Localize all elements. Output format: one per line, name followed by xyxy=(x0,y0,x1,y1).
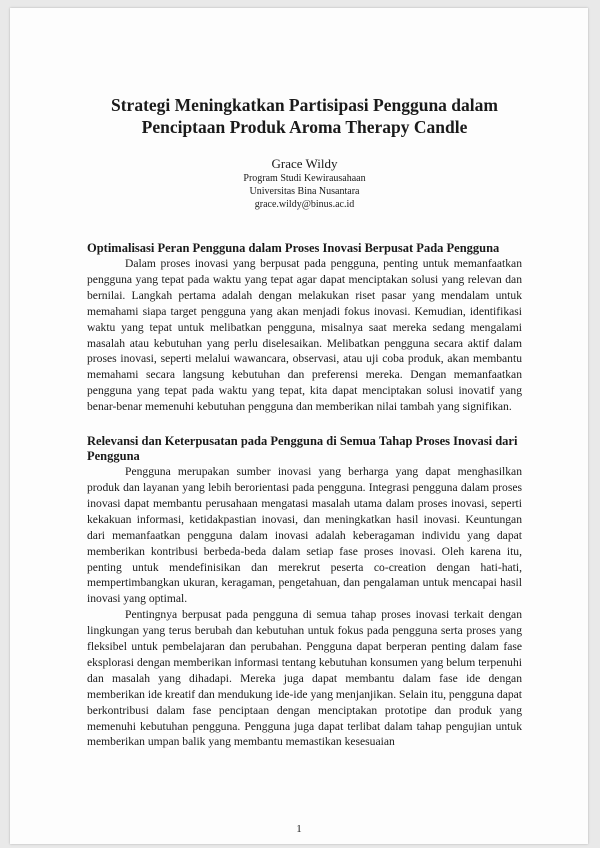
document-page xyxy=(10,8,588,844)
title-line-2: Penciptaan Produk Aroma Therapy Candle xyxy=(141,117,468,137)
section-heading-relevansi: Relevansi dan Keterpusatan pada Pengguna di Semua Tahap Proses Inovasi dari Pengguna xyxy=(87,434,518,464)
section-1-paragraph-1: Dalam proses inovasi yang berpusat pada pengguna, penting untuk memanfaatkan pengguna yang tepat pada waktu yang tepat agar dapat menciptakan solusi yang relevan dan bernilai. Langkah pertama adalah dengan melakukan riset pasar yang mendalam untuk memahami siapa target pengguna yang akan menjadi fokus inovasi. Kemudian, identifikasi waktu yang tepat untuk melibatkan pengguna, misalnya saat mereka sedang mengalami masalah atau kebutuhan yang perlu diselesaikan. Melibatkan pengguna secara aktif dalam proses inovasi, seperti melalui wawancara, observasi, atau uji coba produk, akan membantu memahami secara langsung kebutuhan dan preferensi mereka. Dengan memanfaatkan pengguna yang tepat pada waktu yang tepat, kita dapat menciptakan solusi inovatif yang benar-benar memenuhi kebutuhan pengguna dan memberikan nilai tambah yang signifikan. xyxy=(87,257,522,414)
page-number: 1 xyxy=(296,823,302,835)
author-university: Universitas Bina Nusantara xyxy=(249,186,360,197)
paper-title xyxy=(87,94,522,138)
section-2-paragraph-2: Pentingnya berpusat pada pengguna di semua tahap proses inovasi terkait dengan lingkungan yang terus berubah dan kebutuhan untuk fokus pada pengguna serta proses yang fleksibel untuk pembelajaran dan perubahan. Pengguna dapat berperan penting dalam fase eksplorasi dengan memberikan informasi tentang kebutuhan konsumen yang belum terpenuhi dan masalah yang dihadapi. Mereka juga dapat membantu dalam fase ide dengan memberikan ide kreatif dan mendukung ide-ide yang menjanjikan. Selain itu, pengguna dapat berkontribusi dalam fase penciptaan dengan menciptakan prototipe dan produk yang memenuhi kebutuhan pengguna. Pengguna juga dapat terlibat dalam tahap pengujian untuk memberikan umpan balik yang membantu memastikan kesesuaian xyxy=(87,608,522,749)
page-content xyxy=(87,94,522,750)
title-line-1: Strategi Meningkatkan Partisipasi Pengguna dalam xyxy=(111,95,498,115)
section-heading-optimalisasi: Optimalisasi Peran Pengguna dalam Proses Inovasi Berpusat Pada Pengguna xyxy=(87,241,500,255)
section-2-paragraph-1: Pengguna merupakan sumber inovasi yang berharga yang dapat menghasilkan produk dan layanan yang lebih berorientasi pada pengguna. Integrasi pengguna dalam proses inovasi dapat membantu perusahaan mengatasi masalah utama dalam proses inovasi, seperti kekakuan informasi, ketidakpastian inovasi, dan meningkatkan hasil inovasi. Keuntungan dari memanfaatkan pengguna dalam inovasi adalah keberagaman individu yang dapat memberikan kontribusi berbeda-beda dalam setiap fase proses inovasi. Oleh karena itu, penting untuk mendefinisikan dan merekrut peserta co-creation dengan hati-hati, mempertimbangkan ukuran, keragaman, pengetahuan, dan pengalaman untuk mencapai hasil inovasi yang optimal. xyxy=(87,465,522,606)
author-email: grace.wildy@binus.ac.id xyxy=(254,199,355,210)
author-program: Program Studi Kewirausahaan xyxy=(243,173,366,184)
author-name: Grace Wildy xyxy=(271,156,338,171)
